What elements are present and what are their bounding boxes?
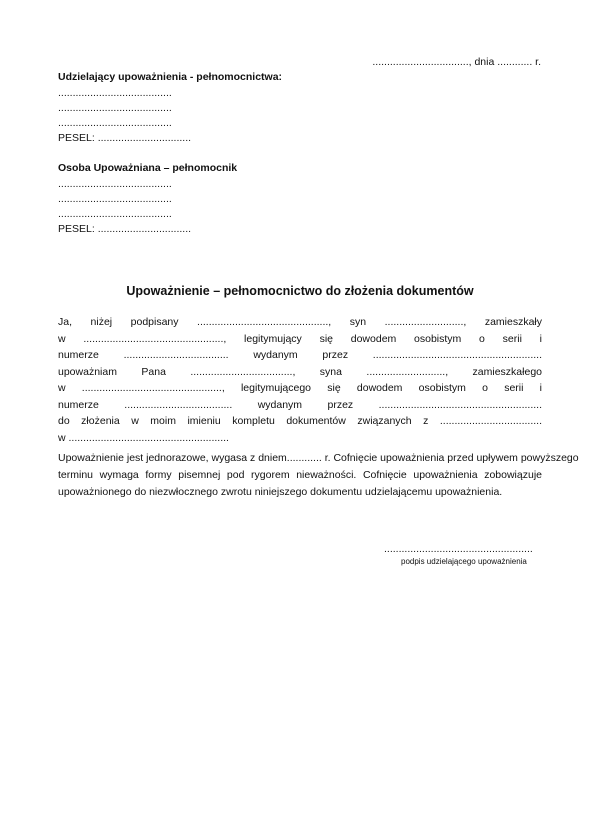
signature-line: ...................................................: [384, 543, 533, 555]
validity-paragraph: [58, 450, 579, 501]
grantor-pesel: PESEL: ................................: [58, 132, 192, 144]
body-line: numerze .................................... wydanym przez ..........................................................: [58, 349, 542, 361]
body-line: numerze ..................................... wydanym przez ........................................................: [58, 398, 542, 411]
validity-line: Upoważnienie jest jednorazowe, wygasa z dniem............ r. Cofnięcie upoważnienia przed upływem powyższego: [58, 452, 579, 464]
body-line: w ................................................, legitymujący się dowodem osobistym o serii i: [58, 332, 542, 345]
body-line: w .......................................................: [58, 431, 229, 444]
body-line: Ja, niżej podpisany ............................................., syn ..........................., zamieszkały: [58, 316, 542, 328]
validity-line: terminu wymaga formy pisemnej pod rygorem nieważności. Cofnięcie upoważnienia zobowiązuje: [58, 469, 542, 481]
validity-line: upoważnionego do niezwłocznego zwrotu niniejszego dokumentu udzielającemu upoważnienia.: [58, 486, 503, 498]
body-line: do złożenia w moim imieniu kompletu dokumentów związanych z ...................................: [58, 415, 542, 427]
grantor-line-1: .......................................: [58, 87, 172, 99]
grantor-heading: Udzielający upoważnienia - pełnomocnictwa:: [58, 71, 283, 83]
attorney-line-3: .......................................: [58, 208, 172, 220]
place-date-line: ................................., dnia ............ r.: [372, 56, 541, 68]
attorney-heading: Osoba Upoważniana – pełnomocnik: [58, 162, 238, 174]
attorney-line-2: .......................................: [58, 193, 172, 205]
signature-caption: podpis udzielającego upoważnienia: [401, 557, 527, 566]
attorney-pesel: PESEL: ................................: [58, 223, 192, 235]
attorney-line-1: .......................................: [58, 178, 172, 190]
body-line: upoważniam Pana ..................................., syna ..........................., zamieszkałego: [58, 365, 542, 378]
body-line: w ................................................, legitymującego się dowodem osobistym o serii i: [58, 382, 542, 394]
authorization-body: [58, 314, 542, 446]
grantor-line-3: .......................................: [58, 117, 172, 129]
grantor-line-2: .......................................: [58, 102, 172, 114]
document-title: Upoważnienie – pełnomocnictwo do złożenia dokumentów: [126, 284, 474, 298]
